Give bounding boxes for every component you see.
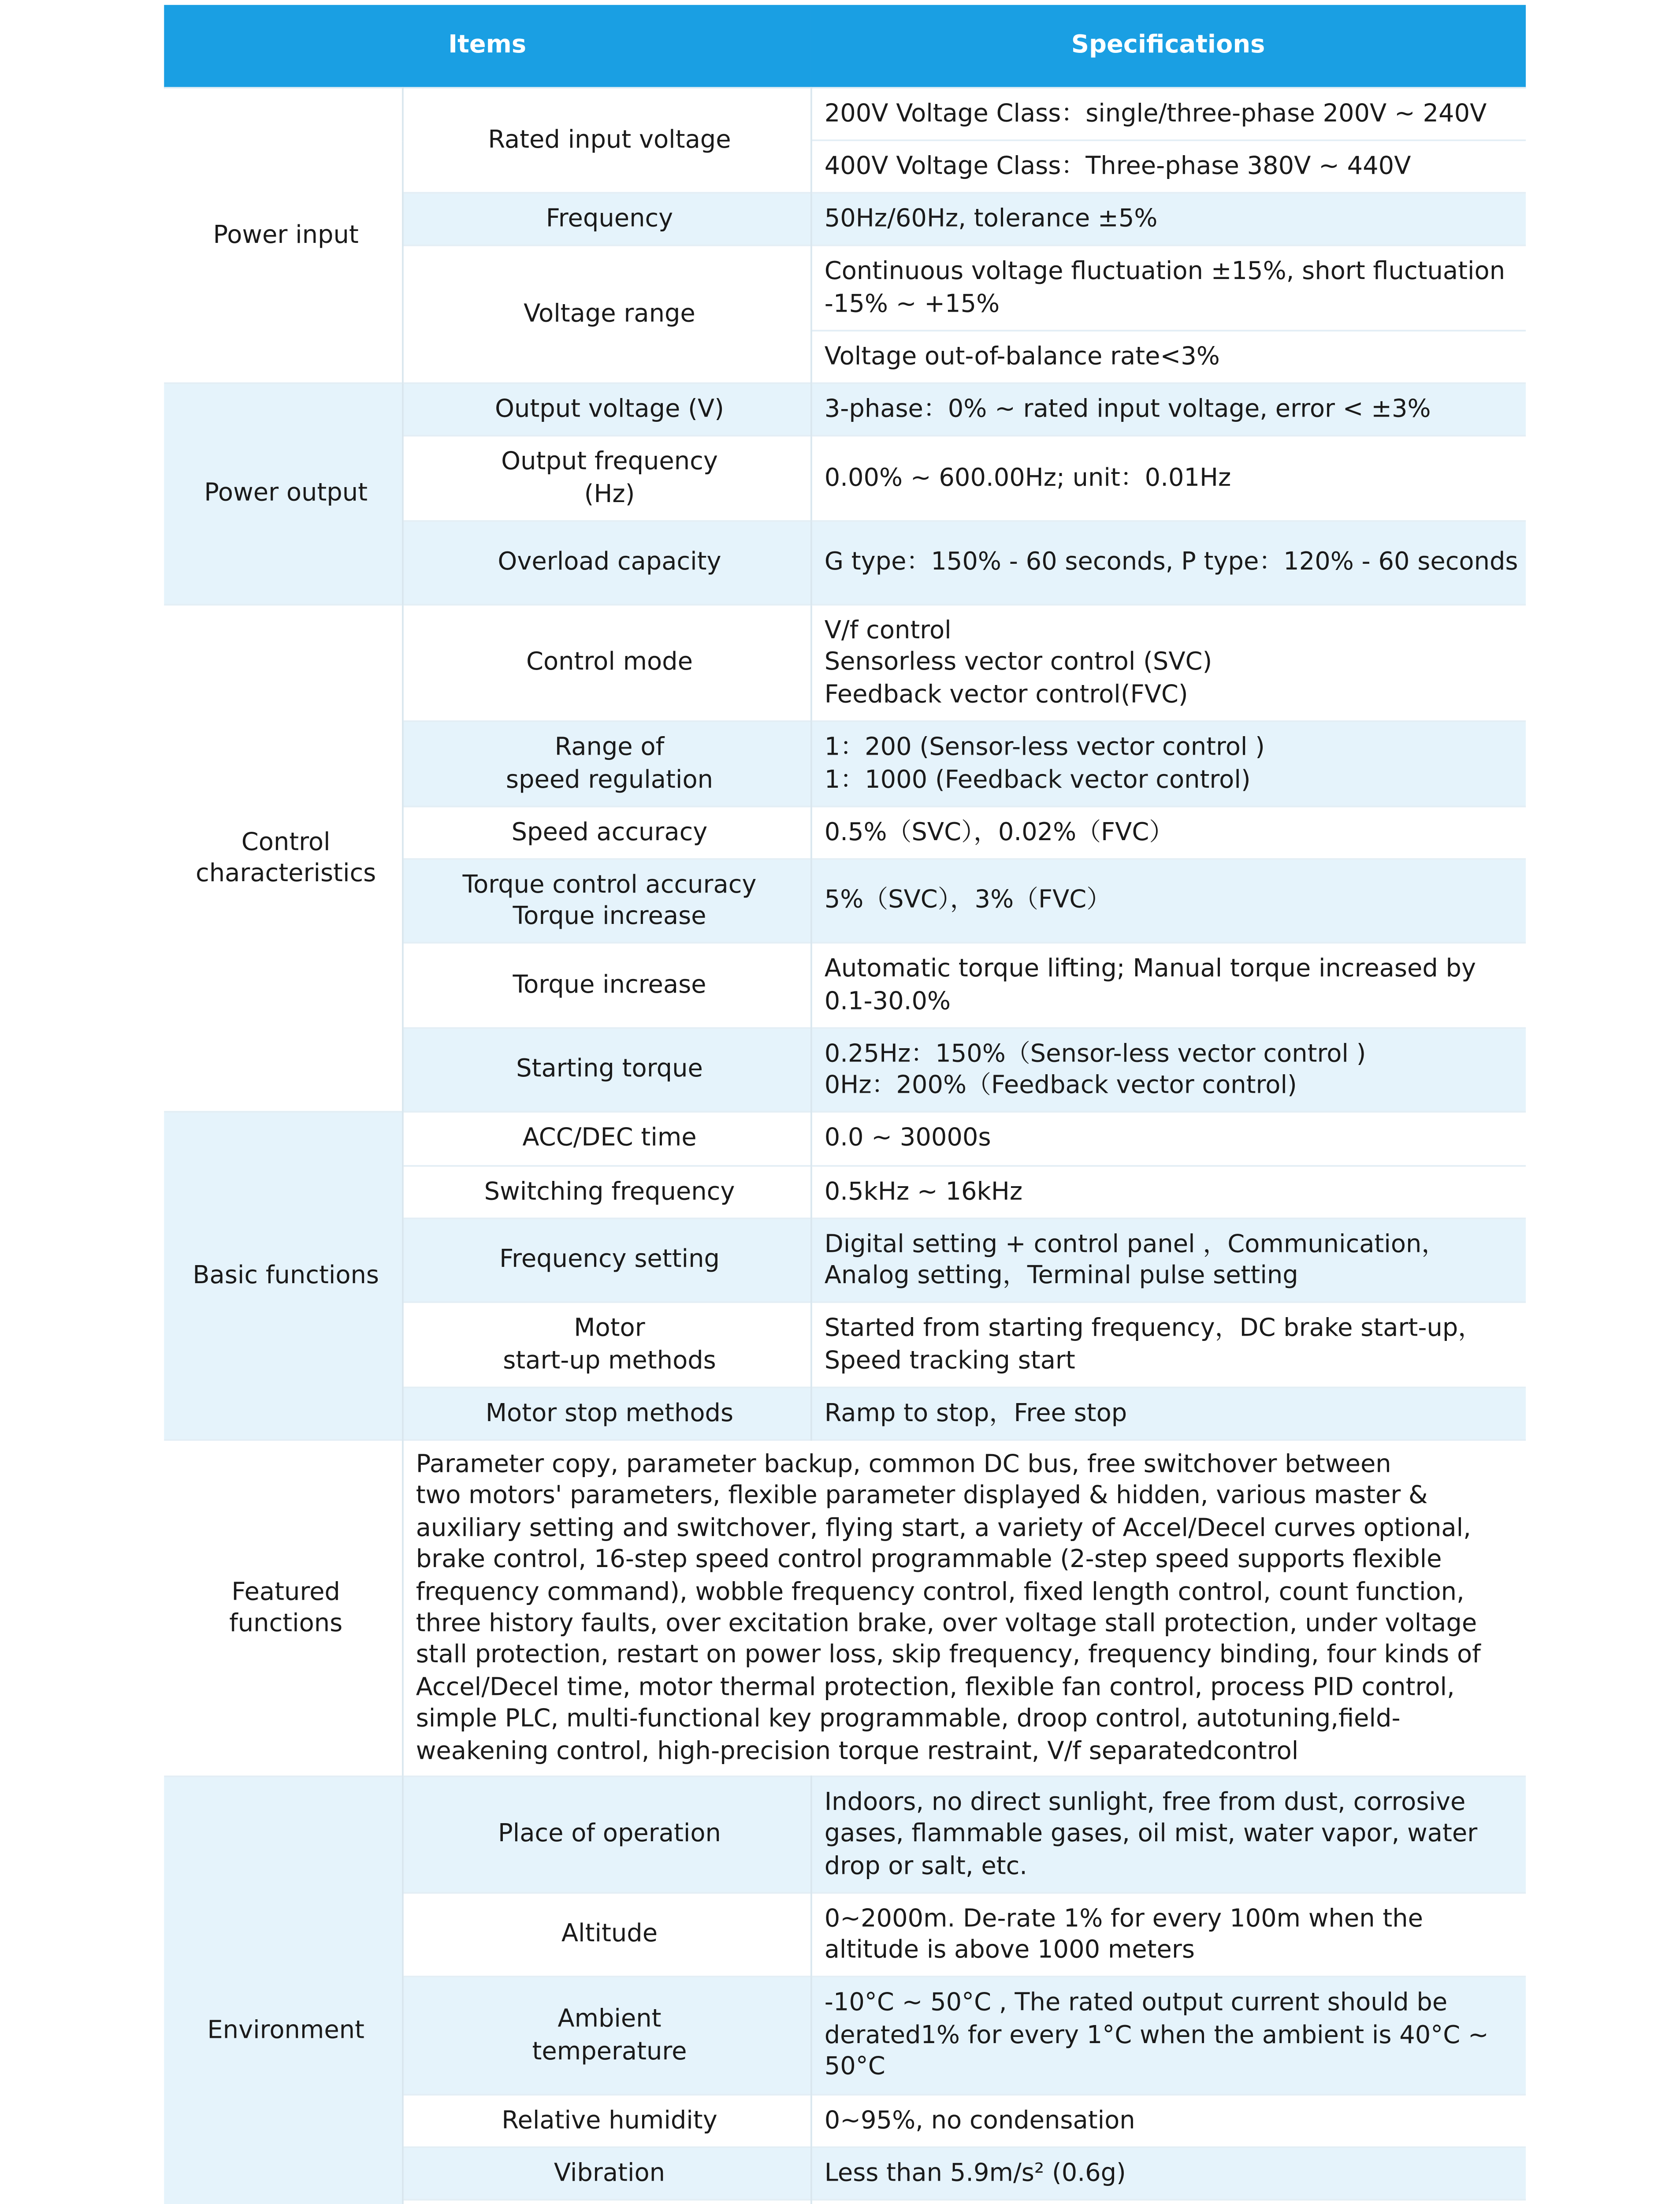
item-switching-frequency: Switching frequency	[402, 1166, 810, 1218]
item-frequency-setting: Frequency setting	[402, 1218, 810, 1302]
category-featured-functions: Featured functions	[164, 1440, 402, 1776]
value-overload-capacity: G type：150% - 60 seconds, P type：120% - 60 seconds	[810, 521, 1526, 605]
value-storage-temperature	[810, 2200, 1526, 2204]
item-voltage-range: Voltage range	[402, 246, 810, 383]
value-altitude: 0~2000m. De-rate 1% for every 100m when the altitude is above 1000 meters	[810, 1893, 1526, 1977]
table-row	[164, 383, 1526, 436]
item-speed-regulation: Range of speed regulation	[402, 721, 810, 807]
value-voltage-range-fluctuation: Continuous voltage fluctuation ±15%, short fluctuation -15% ~ +15%	[810, 246, 1526, 331]
item-speed-accuracy: Speed accuracy	[402, 807, 810, 859]
value-starting-torque: 0.25Hz：150%（Sensor-less vector control ) 0Hz：200%（Feedback vector control)	[810, 1028, 1526, 1112]
value-featured-functions: Parameter copy, parameter backup, common DC bus, free switchover between two motors' parameters, flexible parameter displayed & hidden, various master & auxiliary setting and switchover, flying start, a variety of Accel/Decel curves optional, brake control, 16-step speed control programmable (2-step speed supports flexible frequency command), wobble frequency control, fixed length control, count function, three history faults, over excitation brake, over voltage stall protection, under voltage stall protection, restart on power loss, skip frequency, frequency binding, four kinds of Accel/Decel time, motor thermal protection, flexible fan control, process PID control, simple PLC, multi-functional key programmable, droop control, autotuning,field- weakening control, high-precision torque restraint, V/f separatedcontrol	[402, 1440, 1526, 1776]
value-frequency: 50Hz/60Hz, tolerance ±5%	[810, 193, 1526, 245]
value-frequency-setting: Digital setting + control panel ，Communication， Analog setting，Terminal pulse setting	[810, 1218, 1526, 1302]
table-row	[164, 1776, 1526, 1893]
value-acc-dec-time: 0.0 ~ 30000s	[810, 1112, 1526, 1166]
item-starting-torque: Starting torque	[402, 1028, 810, 1112]
value-output-voltage: 3-phase：0% ~ rated input voltage, error < ±3%	[810, 383, 1526, 436]
table-row	[164, 88, 1526, 140]
item-ambient-temperature: Ambient temperature	[402, 1977, 810, 2095]
value-output-frequency: 0.00% ~ 600.00Hz; unit：0.01Hz	[810, 436, 1526, 521]
item-control-mode: Control mode	[402, 605, 810, 721]
value-vibration: Less than 5.9m/s² (0.6g)	[810, 2147, 1526, 2200]
header-specifications: Specifications	[810, 5, 1526, 88]
item-frequency: Frequency	[402, 193, 810, 245]
item-place-of-operation: Place of operation	[402, 1776, 810, 1893]
table-header-row	[164, 5, 1526, 88]
value-ambient-temperature: -10°C ~ 50°C , The rated output current should be derated1% for every 1°C when the ambient is 40°C ~ 50°C	[810, 1977, 1526, 2095]
item-torque-control-accuracy: Torque control accuracy Torque increase	[402, 859, 810, 943]
category-power-input: Power input	[164, 88, 402, 383]
item-acc-dec-time: ACC/DEC time	[402, 1112, 810, 1166]
item-overload-capacity: Overload capacity	[402, 521, 810, 605]
value-voltage-range-balance: Voltage out-of-balance rate<3%	[810, 331, 1526, 383]
value-speed-regulation: 1：200 (Sensor-less vector control ) 1：1000 (Feedback vector control)	[810, 721, 1526, 807]
category-basic-functions: Basic functions	[164, 1112, 402, 1440]
item-torque-increase: Torque increase	[402, 943, 810, 1028]
category-environment: Environment	[164, 1776, 402, 2204]
category-control-characteristics: Control characteristics	[164, 605, 402, 1112]
value-rated-input-voltage-400v: 400V Voltage Class：Three-phase 380V ~ 440V	[810, 140, 1526, 193]
item-motor-startup-methods: Motor start-up methods	[402, 1302, 810, 1388]
value-motor-startup-methods: Started from starting frequency，DC brake start-up， Speed tracking start	[810, 1302, 1526, 1388]
value-relative-humidity: 0~95%, no condensation	[810, 2095, 1526, 2147]
item-output-frequency: Output frequency (Hz)	[402, 436, 810, 521]
item-altitude: Altitude	[402, 1893, 810, 1977]
value-control-mode: V/f control Sensorless vector control (SVC) Feedback vector control(FVC)	[810, 605, 1526, 721]
value-torque-control-accuracy: 5%（SVC），3%（FVC）	[810, 859, 1526, 943]
value-rated-input-voltage-200v: 200V Voltage Class：single/three-phase 200V ~ 240V	[810, 88, 1526, 140]
specifications-table	[164, 5, 1526, 2204]
value-speed-accuracy: 0.5%（SVC），0.02%（FVC）	[810, 807, 1526, 859]
item-vibration: Vibration	[402, 2147, 810, 2200]
table-row	[164, 605, 1526, 721]
category-power-output: Power output	[164, 383, 402, 605]
value-torque-increase: Automatic torque lifting; Manual torque increased by 0.1-30.0%	[810, 943, 1526, 1028]
header-items: Items	[164, 5, 810, 88]
value-motor-stop-methods: Ramp to stop，Free stop	[810, 1388, 1526, 1440]
value-switching-frequency: 0.5kHz ~ 16kHz	[810, 1166, 1526, 1218]
item-relative-humidity: Relative humidity	[402, 2095, 810, 2147]
item-output-voltage: Output voltage (V)	[402, 383, 810, 436]
item-rated-input-voltage: Rated input voltage	[402, 88, 810, 193]
value-place-of-operation: Indoors, no direct sunlight, free from dust, corrosive gases, flammable gases, oil mist, water vapor, water drop or salt, etc.	[810, 1776, 1526, 1893]
item-storage-temperature	[402, 2200, 810, 2204]
table-row	[164, 1112, 1526, 1166]
table-row	[164, 1440, 1526, 1776]
item-motor-stop-methods: Motor stop methods	[402, 1388, 810, 1440]
